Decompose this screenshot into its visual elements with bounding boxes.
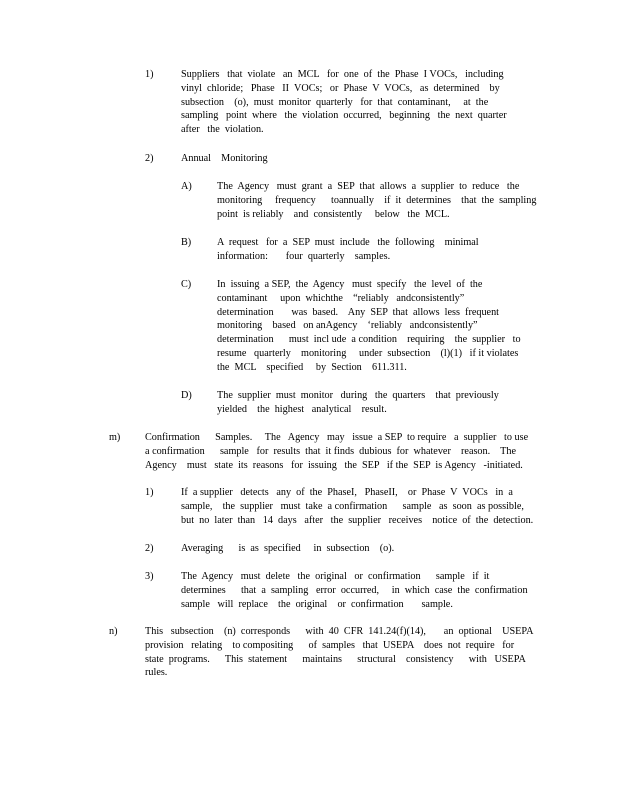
text-line: contaminant upon whichthe “reliably andconsistently” bbox=[217, 292, 465, 304]
item-label: 2) bbox=[145, 153, 154, 164]
text-line: determination must incl ude a condition requiring the supplier to bbox=[217, 334, 521, 346]
text-line: subsection (o), must monitor quarterly for that contaminant, at the bbox=[181, 96, 489, 108]
item-text bbox=[145, 431, 540, 472]
item-label: m) bbox=[109, 432, 121, 443]
text-line: The supplier must monitor during the quarters that previously bbox=[217, 390, 499, 401]
text-line: Confirmation Samples. The Agency may issue a SEP to require a supplier to use bbox=[145, 432, 529, 443]
text-line: a confirmation sample for results that it finds dubious for whatever reason. The bbox=[145, 445, 517, 457]
item-text bbox=[181, 570, 537, 611]
item-label: 3) bbox=[145, 571, 154, 582]
item-text bbox=[181, 542, 537, 556]
item-text bbox=[217, 278, 537, 375]
text-line: If a supplier detects any of the PhaseI, PhaseII, or Phase V VOCs in a bbox=[181, 487, 513, 498]
text-line: Annual Monitoring bbox=[181, 153, 268, 164]
text-line: sampling point where the violation occurred, beginning the next quarter bbox=[181, 110, 507, 122]
item-label: C) bbox=[181, 279, 192, 290]
text-line: The Agency must grant a SEP that allows a supplier to reduce the bbox=[217, 181, 520, 192]
text-line: rules. bbox=[145, 667, 168, 679]
item-text bbox=[181, 68, 531, 137]
text-line: provision relating to compositing of samples that USEPA does not require for bbox=[145, 639, 515, 651]
text-line: monitoring based on anAgency ‘reliably andconsistently” bbox=[217, 320, 478, 332]
text-line: The Agency must delete the original or confirmation sample if it bbox=[181, 571, 490, 582]
text-line: In issuing a SEP, the Agency must specify the level of the bbox=[217, 279, 483, 290]
text-line: Suppliers that violate an MCL for one of the Phase I VOCs, including bbox=[181, 69, 504, 80]
text-line: monitoring frequency toannually if it determines that the sampling bbox=[217, 194, 537, 206]
text-line: A request for a SEP must include the following minimal bbox=[217, 237, 479, 248]
item-text bbox=[217, 389, 537, 417]
text-line: determines that a sampling error occurred, in which case the confirmation bbox=[181, 584, 528, 596]
text-line: point is reliably and consistently below the MCL. bbox=[217, 208, 450, 220]
text-line: information: four quarterly samples. bbox=[217, 250, 391, 262]
text-line: yielded the highest analytical result. bbox=[217, 403, 387, 415]
text-line: after the violation. bbox=[181, 124, 264, 136]
text-line: This subsection (n) corresponds with 40 CFR 141.24(f)(14), an optional USEPA bbox=[145, 626, 534, 637]
item-text bbox=[217, 180, 537, 221]
item-text bbox=[217, 236, 537, 264]
item-text bbox=[145, 625, 540, 680]
item-label: n) bbox=[109, 626, 118, 637]
text-line: but no later than 14 days after the supplier receives notice of the detection. bbox=[181, 514, 534, 526]
text-line: Agency must state its reasons for issuing the SEP if the SEP is Agency -initiated. bbox=[145, 459, 523, 471]
item-label: D) bbox=[181, 390, 192, 401]
item-label: B) bbox=[181, 237, 192, 248]
text-line: the MCL specified by Section 611.311. bbox=[217, 361, 407, 373]
text-line: sample, the supplier must take a confirmation sample as soon as possible, bbox=[181, 500, 524, 512]
item-label: A) bbox=[181, 181, 192, 192]
text-line: vinyl chloride; Phase II VOCs; or Phase V VOCs, as determined by bbox=[181, 82, 500, 94]
item-text bbox=[181, 486, 537, 527]
item-heading bbox=[181, 152, 531, 166]
item-label: 1) bbox=[145, 69, 154, 80]
item-label: 2) bbox=[145, 543, 154, 554]
item-label: 1) bbox=[145, 487, 154, 498]
text-line: determination was based. Any SEP that allows less frequent bbox=[217, 306, 499, 318]
text-line: state programs. This statement maintains structural consistency with USEPA bbox=[145, 653, 526, 665]
text-line: sample will replace the original or confirmation sample. bbox=[181, 598, 453, 610]
text-line: Averaging is as specified in subsection (o). bbox=[181, 543, 395, 554]
text-line: resume quarterly monitoring under subsection (l)(1) if it violates bbox=[217, 347, 519, 359]
